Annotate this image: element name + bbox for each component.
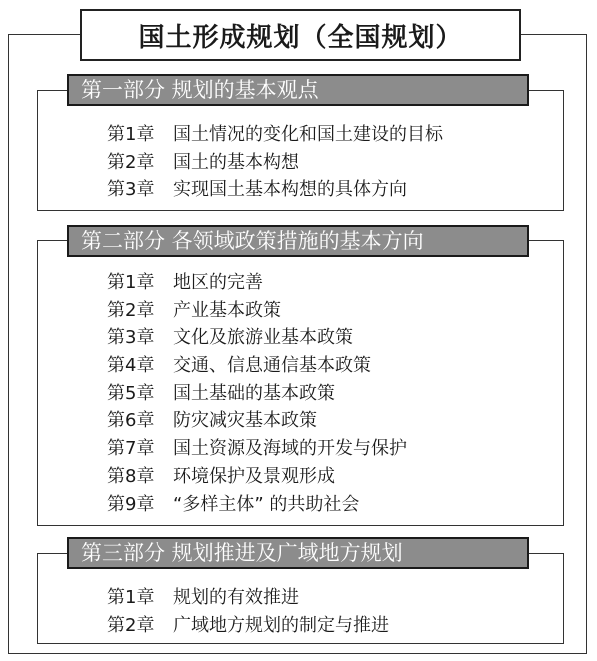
- chapter-number: 第8章: [107, 465, 155, 487]
- chapter-item: [107, 463, 407, 491]
- plan-title-text: 国土形成规划（全国规划）: [138, 22, 463, 53]
- chapter-number: 第5章: [107, 382, 155, 404]
- chapter-number: 第4章: [107, 355, 155, 377]
- chapter-title: 广域地方规划的制定与推进: [173, 614, 389, 636]
- chapter-item: [107, 176, 443, 204]
- chapter-number: 第9章: [107, 493, 155, 515]
- chapter-number: 第7章: [107, 438, 155, 460]
- chapter-number: 第3章: [107, 179, 155, 201]
- chapter-title: 国土资源及海域的开发与保护: [173, 438, 407, 460]
- chapter-item: [107, 149, 443, 177]
- chapter-title: 环境保护及景观形成: [173, 465, 335, 487]
- chapter-number: 第2章: [107, 614, 155, 636]
- chapter-item: [107, 380, 407, 408]
- chapter-number: 第1章: [107, 587, 155, 608]
- part-3-header: 第三部分 规划推进及广域地方规划: [67, 537, 529, 569]
- part-2-chapter-list: [107, 269, 407, 518]
- part-1-header: 第一部分 规划的基本观点: [67, 74, 529, 106]
- chapter-title: 产业基本政策: [173, 299, 281, 321]
- chapter-title: 防灾减灾基本政策: [173, 410, 317, 432]
- part-1-chapter-list: [107, 121, 443, 204]
- chapter-number: 第1章: [107, 124, 155, 145]
- chapter-number: 第2章: [107, 151, 155, 173]
- chapter-title: 国土的基本构想: [173, 151, 299, 173]
- chapter-title: 国土基础的基本政策: [173, 382, 335, 404]
- chapter-item: [107, 269, 407, 297]
- chapter-title: 地区的完善: [173, 272, 263, 293]
- chapter-item: [107, 435, 407, 463]
- chapter-item: [107, 407, 407, 435]
- chapter-number: 第1章: [107, 272, 155, 293]
- chapter-number: 第3章: [107, 327, 155, 349]
- chapter-item: [107, 352, 407, 380]
- chapter-title: 交通、信息通信基本政策: [173, 355, 371, 377]
- chapter-title: 实现国土基本构想的具体方向: [173, 179, 407, 201]
- chapter-item: [107, 491, 407, 519]
- part-2-header: 第二部分 各领域政策措施的基本方向: [67, 225, 529, 257]
- chapter-title: “多样主体” 的共助社会: [173, 493, 360, 515]
- chapter-item: [107, 121, 443, 149]
- chapter-title: 文化及旅游业基本政策: [173, 327, 353, 349]
- part-3-chapter-list: [107, 584, 389, 639]
- plan-title: [80, 9, 521, 61]
- chapter-item: [107, 324, 407, 352]
- chapter-item: [107, 612, 389, 640]
- chapter-number: 第2章: [107, 299, 155, 321]
- chapter-title: 规划的有效推进: [173, 587, 299, 608]
- chapter-number: 第6章: [107, 410, 155, 432]
- chapter-item: [107, 297, 407, 325]
- chapter-title: 国土情况的变化和国土建设的目标: [173, 124, 443, 145]
- chapter-item: [107, 584, 389, 612]
